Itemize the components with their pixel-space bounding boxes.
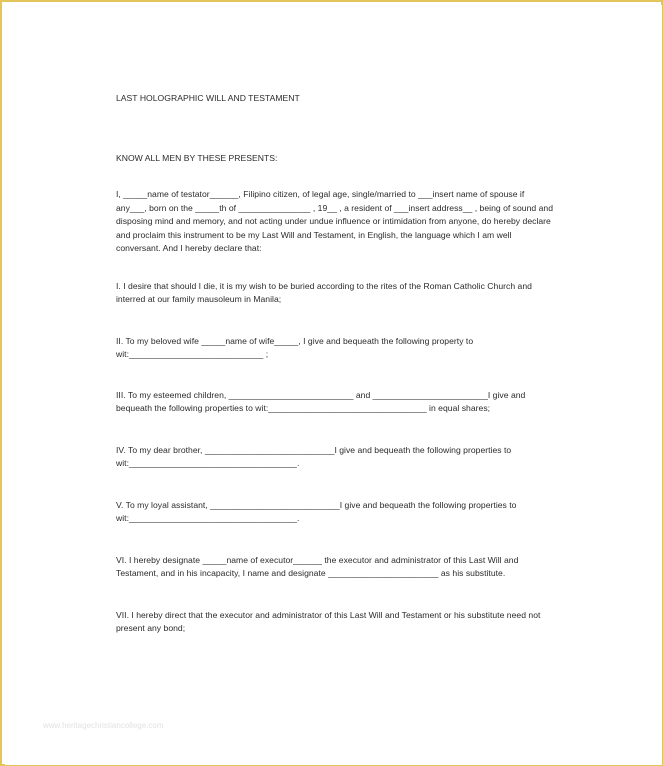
- paragraph-article-3: III. To my esteemed children, __________________________ and ________________________I give and bequeath the following properties to wit:_________________________________ in equal shares;: [116, 389, 528, 413]
- watermark-text: www.heritagechristiancollege.com: [43, 721, 164, 730]
- paragraph-article-1: I. I desire that should I die, it is my wish to be buried according to the rites of the Roman Catholic Church and interred at our family mausoleum in Manila;: [116, 280, 535, 304]
- paragraph-article-2: II. To my beloved wife _____name of wife_____, I give and bequeath the following property to wit:____________________________ ;: [116, 335, 476, 359]
- intro-heading: KNOW ALL MEN BY THESE PRESENTS:: [116, 152, 278, 163]
- paragraph-article-4: IV. To my dear brother, ___________________________I give and bequeath the following properties to wit:___________________________________.: [116, 444, 514, 468]
- document-body: [116, 92, 556, 636]
- paragraph-article-7: VII. I hereby direct that the executor and administrator of this Last Will and Testament or his substitute need not present any bond;: [116, 609, 543, 633]
- paragraph-article-6: VI. I hereby designate _____name of executor______ the executor and administrator of this Last Will and Testament, and in his incapacity, I name and designate _______________________ as his substitute.: [116, 554, 521, 578]
- paragraph-article-5: V. To my loyal assistant, ___________________________I give and bequeath the following properties to wit:___________________________________.: [116, 499, 519, 523]
- paragraph-declaration: I, _____name of testator______, Filipino citizen, of legal age, single/married to ___insert name of spouse if any___, born on the _____th of _______________ , 19__ , a resident of ___insert address__ , being of sound and disposing mind and memory, and not acting under undue influence or intimidation from anyone, do hereby declare and proclaim this instrument to be my Last Will and Testament, in English, the language which I am well conversant. And I hereby declare that:: [116, 189, 556, 253]
- document-title: LAST HOLOGRAPHIC WILL AND TESTAMENT: [116, 93, 300, 103]
